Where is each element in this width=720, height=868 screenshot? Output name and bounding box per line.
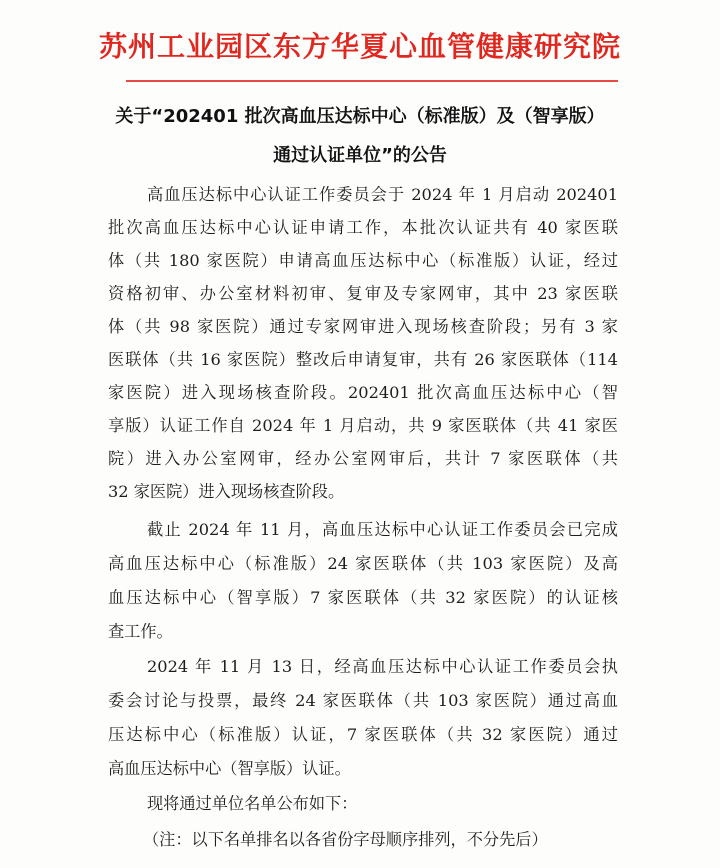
paragraph-2-line-3: 血压达标中心（智享版）7 家医联体（共 32 家医院）的认证核 <box>108 588 618 607</box>
paragraph-1-line-1: 高血压达标中心认证工作委员会于 2024 年 1 月启动 202401 <box>147 185 618 204</box>
paragraph-1-line-3: 体（共 180 家医院）申请高血压达标中心（标准版）认证，经过 <box>108 251 618 270</box>
paragraph-1-line-2: 批次高血压达标中心认证申请工作，本批次认证共有 40 家医联 <box>108 218 618 237</box>
paragraph-1-line-10: 32 家医院）进入现场核查阶段。 <box>108 482 345 501</box>
paragraph-2-line-4: 查工作。 <box>108 622 173 641</box>
paragraph-1-line-9: 院）进入办公室网审，经办公室网审后，共计 7 家医联体（共 <box>108 449 618 468</box>
list-order-note: （注：以下名单排名以各省份字母顺序排列，不分先后） <box>143 830 548 849</box>
announcement-title-line-2: 通过认证单位”的公告 <box>273 145 447 166</box>
paragraph-1-line-6: 医联体（共 16 家医院）整改后申请复审，共有 26 家医联体（114 <box>108 350 618 369</box>
paragraph-1-line-4: 资格初审、办公室材料初审、复审及专家网审，其中 23 家医联 <box>108 284 618 303</box>
paragraph-3-line-1: 2024 年 11 月 13 日，经高血压达标中心认证工作委员会执 <box>147 657 618 676</box>
paragraph-3-line-3: 压达标中心（标准版）认证，7 家医联体（共 32 家医院）通过 <box>108 725 618 744</box>
paragraph-1-line-5: 体（共 98 家医院）通过专家网审进入现场核查阶段；另有 3 家 <box>108 317 618 336</box>
paragraph-1-line-8: 享版）认证工作自 2024 年 1 月启动，共 9 家医联体（共 41 家医 <box>108 416 618 435</box>
publication-intro: 现将通过单位名单公布如下： <box>147 794 358 813</box>
organization-header: 苏州工业园区东方华夏心血管健康研究院 <box>98 30 621 63</box>
paragraph-2-line-2: 高血压达标中心（标准版）24 家医联体（共 103 家医院）及高 <box>108 554 618 573</box>
paragraph-3-line-4: 高血压达标中心（智享版）认证。 <box>108 759 351 778</box>
paragraph-3-line-2: 委会讨论与投票，最终 24 家医联体（共 103 家医院）通过高血 <box>108 691 618 710</box>
paragraph-1-line-7: 家医院）进入现场核查阶段。202401 批次高血压达标中心（智 <box>108 383 618 402</box>
paragraph-2-line-1: 截止 2024 年 11 月，高血压达标中心认证工作委员会已完成 <box>147 520 618 539</box>
announcement-title-line-1: 关于“202401 批次高血压达标中心（标准版）及（智享版） <box>115 106 605 127</box>
red-header-rule <box>126 80 618 82</box>
